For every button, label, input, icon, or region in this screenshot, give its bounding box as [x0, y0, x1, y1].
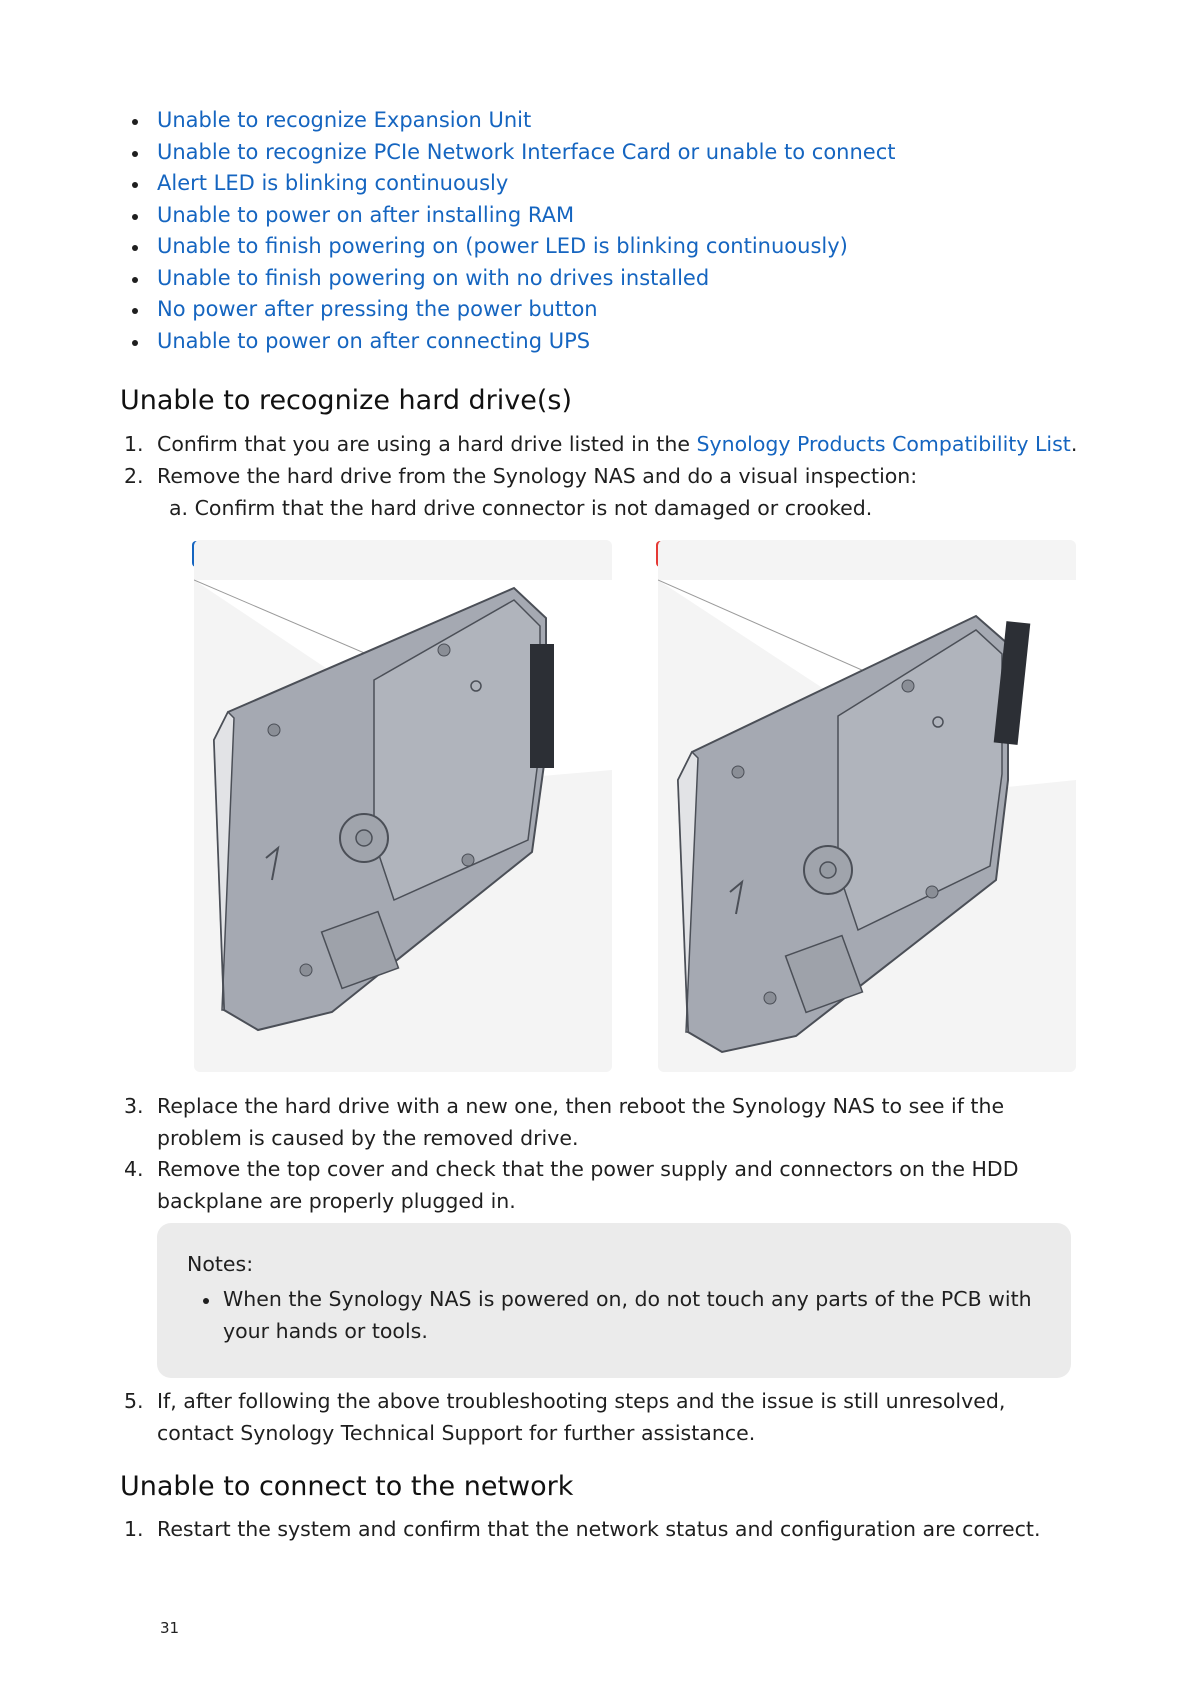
compatibility-list-link[interactable]: Synology Products Compatibility List	[696, 432, 1071, 456]
troubleshooting-link-list	[128, 105, 896, 357]
step-text: Confirm that you are using a hard drive listed in the	[157, 432, 697, 456]
step-text: If, after following the above troubleshooting steps and the issue is still unresolved, contact Synology Technical Support for further assistance.	[157, 1389, 1006, 1445]
step-4-check-connectors	[124, 1154, 1074, 1217]
page-number: 31	[160, 1619, 180, 1637]
step-5-contact-support	[124, 1386, 1084, 1449]
step-text: Restart the system and confirm that the network status and configuration are correct.	[157, 1517, 1041, 1541]
step-number: 5.	[124, 1389, 144, 1413]
step-number: 4.	[124, 1157, 144, 1181]
toc-link-pcie-nic[interactable]: Unable to recognize PCIe Network Interface Card or unable to connect	[128, 137, 896, 169]
toc-link-expansion-unit[interactable]: Unable to recognize Expansion Unit	[128, 105, 896, 137]
step-number: 1.	[124, 1517, 144, 1541]
notes-title: Notes:	[187, 1252, 254, 1276]
step-2-visual-inspection	[124, 461, 1084, 493]
toc-link-no-power[interactable]: No power after pressing the power button	[128, 294, 896, 326]
notes-box	[157, 1223, 1071, 1378]
hard-drive-correct-illustration	[194, 540, 612, 1072]
toc-link-no-drives[interactable]: Unable to finish powering on with no drives installed	[128, 263, 896, 295]
step-2a-connector-check: a. Confirm that the hard drive connector is not damaged or crooked.	[169, 496, 873, 520]
step-1-compatibility: 1. Confirm that you are using a hard drive listed in the Synology Products Compatibility List.	[124, 429, 1084, 461]
toc-link-ups[interactable]: Unable to power on after connecting UPS	[128, 326, 896, 358]
hard-drive-incorrect-illustration	[658, 540, 1076, 1072]
step-number: 2.	[124, 464, 144, 488]
step-1-restart-system	[124, 1514, 1084, 1546]
toc-link-ram[interactable]: Unable to power on after installing RAM	[128, 200, 896, 232]
step-text: Remove the top cover and check that the power supply and connectors on the HDD backplane are properly plugged in.	[157, 1157, 1019, 1213]
drive-connector-aligned	[530, 644, 554, 768]
section-heading-network: Unable to connect to the network	[120, 1471, 574, 1502]
step-number: 1.	[124, 432, 144, 456]
step-3-replace-drive	[124, 1091, 1084, 1154]
step-text: Replace the hard drive with a new one, then reboot the Synology NAS to see if the problem is caused by the removed drive.	[157, 1094, 1005, 1150]
toc-link-power-led-blinking[interactable]: Unable to finish powering on (power LED is blinking continuously)	[128, 231, 896, 263]
step-text: Remove the hard drive from the Synology NAS and do a visual inspection:	[157, 464, 918, 488]
toc-link-alert-led[interactable]: Alert LED is blinking continuously	[128, 168, 896, 200]
section-heading-hard-drives: Unable to recognize hard drive(s)	[120, 385, 573, 416]
notes-item: When the Synology NAS is powered on, do not touch any parts of the PCB with your hands or tools.	[199, 1284, 1063, 1347]
step-number: 3.	[124, 1094, 144, 1118]
